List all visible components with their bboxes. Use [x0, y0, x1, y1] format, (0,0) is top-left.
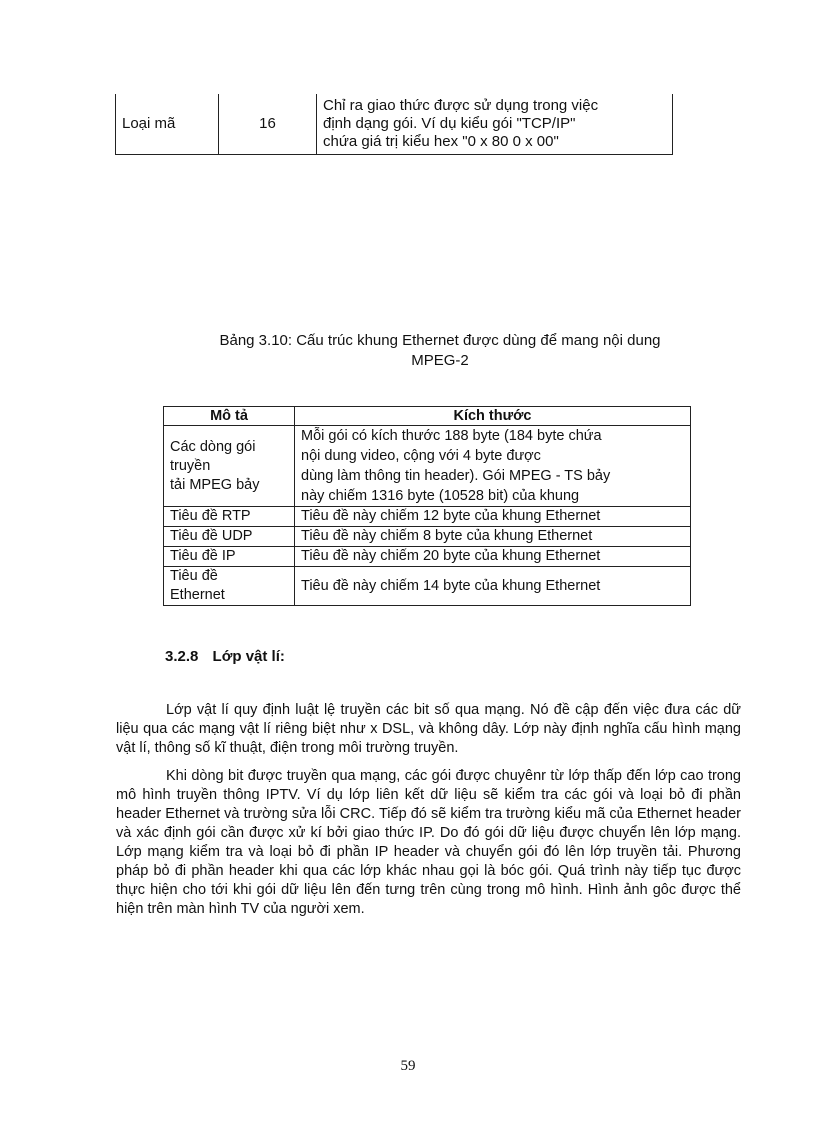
description-line: Chỉ ra giao thức được sử dụng trong việc — [323, 97, 599, 114]
table-row — [164, 426, 691, 507]
description-cell — [164, 426, 295, 507]
header-description: Mô tả — [164, 407, 295, 426]
cell-line: này chiếm 1316 byte (10528 bit) của khung — [301, 488, 580, 504]
continued-table — [115, 94, 673, 155]
table-row — [164, 527, 691, 547]
size-cell: Tiêu đề này chiếm 8 byte của khung Ethernet — [295, 527, 691, 547]
cell-line: Tiêu đề — [170, 568, 218, 584]
page-number: 59 — [400, 1058, 416, 1074]
table-row — [164, 547, 691, 567]
description-line: chứa giá trị kiểu hex "0 x 80 0 x 00" — [323, 133, 559, 150]
header-size: Kích thước — [295, 407, 691, 426]
field-name-cell: Loại mã — [116, 94, 219, 155]
description-cell: Tiêu đề IP — [164, 547, 295, 567]
field-size-cell: 16 — [219, 94, 317, 155]
ethernet-frame-table — [163, 406, 691, 606]
description-cell — [164, 567, 295, 606]
table-row — [164, 507, 691, 527]
body-paragraph: Khi dòng bit được truyền qua mạng, các gói được chuyênr từ lớp thấp đến lớp cao trong mô hình truyền thông IPTV. Ví dụ lớp liên kết dữ liệu sẽ kiểm tra các gói và loại bỏ đi phần header Ethernet và trường sửa lỗi CRC. Tiếp đó sẽ kiểm tra trường kiểu mã của Ethernet header và xác định gói cần được xử kí bởi giao thức IP. Do đó gói dữ liệu được chuyển lên lớp mạng. Lớp mạng kiểm tra và loại bỏ đi phần IP header và chuyển gói đó lên lớp truyền tải. Phương pháp bỏ đi phần header khi qua các lớp khác nhau gọi là bóc gói. Quá trình này tiếp tục được thực hiện cho tới khi gói dữ liệu lên đến tưng trên cùng trong mô hình. Hình ảnh gôc được thể hiện trên màn hình TV của người xem. — [116, 768, 741, 917]
table-row — [116, 94, 673, 155]
caption-line: MPEG-2 — [411, 352, 469, 369]
description-cell: Tiêu đề UDP — [164, 527, 295, 547]
cell-line: truyền — [170, 457, 211, 474]
size-cell: Tiêu đề này chiếm 20 byte của khung Ethernet — [295, 547, 691, 567]
description-line: định dạng gói. Ví dụ kiểu gói "TCP/IP" — [323, 115, 576, 132]
table-row — [164, 567, 691, 606]
caption-line: Bảng 3.10: Cấu trúc khung Ethernet được dùng để mang nội dung — [219, 332, 661, 349]
cell-line: Mỗi gói có kích thước 188 byte (184 byte chứa — [301, 428, 602, 444]
cell-line: Các dòng gói — [170, 438, 256, 455]
section-heading — [165, 648, 285, 665]
description-cell: Tiêu đề RTP — [164, 507, 295, 527]
cell-line: tải MPEG bảy — [170, 476, 260, 493]
field-description-cell — [317, 94, 673, 155]
cell-line: nội dung video, cộng với 4 byte được — [301, 448, 541, 464]
size-cell: Tiêu đề này chiếm 14 byte của khung Ethernet — [295, 567, 691, 606]
size-cell — [295, 426, 691, 507]
table-caption — [175, 331, 705, 371]
cell-line: dùng làm thông tin header). Gói MPEG - TS bảy — [301, 468, 611, 484]
body-paragraph: Lớp vật lí quy định luật lệ truyền các bit số qua mạng. Nó đề cập đến việc đưa các dữ liệu qua các mạng vật lí riêng biệt như x DSL, và không dây. Lớp này định nghĩa cấu hình mạng vật lí, thông số kĩ thuật, điện trong môi trường truyền. — [116, 702, 741, 756]
section-number: 3.2.8 — [165, 648, 199, 665]
size-cell: Tiêu đề này chiếm 12 byte của khung Ethernet — [295, 507, 691, 527]
section-title: Lớp vật lí: — [212, 648, 285, 665]
table-header-row — [164, 407, 691, 426]
cell-line: Ethernet — [170, 587, 225, 603]
